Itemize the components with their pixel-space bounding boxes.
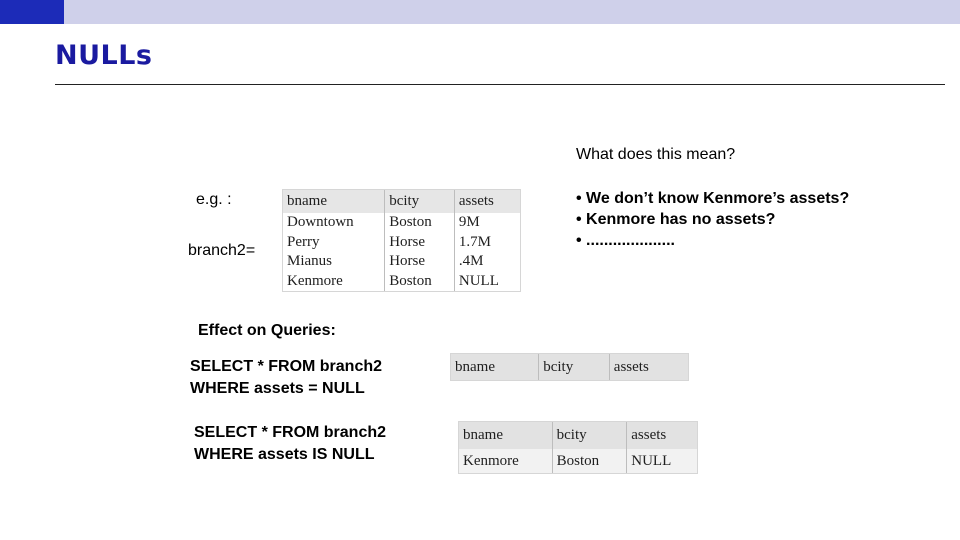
table-cell: Horse [385,233,455,253]
branch2-table [283,190,520,291]
column-header: assets [627,422,697,449]
query-is-null [194,422,386,466]
table-cell: Kenmore [283,272,385,292]
table-header-row [283,190,520,213]
table-header-row [459,422,697,449]
query-equals-null [190,356,382,400]
column-header: bname [459,422,552,449]
table-cell: Downtown [283,213,385,233]
table-cell: Boston [385,213,455,233]
queries-heading: Effect on Queries: [198,322,336,339]
top-banner [0,0,960,24]
table-header-row [451,354,688,380]
result-table-empty [451,354,688,380]
column-header: bcity [385,190,455,213]
table-cell: Kenmore [459,449,552,473]
column-header: bcity [552,422,627,449]
relation-label: branch2= [188,242,256,259]
example-label: e.g. : [196,191,232,208]
column-header: bcity [539,354,610,380]
title-divider [55,84,945,85]
table-cell: 1.7M [458,233,491,250]
query-line: SELECT * FROM branch2 [194,424,387,441]
column-header: assets [454,190,520,213]
table-row [459,449,697,473]
query-line: WHERE assets IS NULL [194,446,375,463]
table-cell: Perry [283,233,385,253]
table-cell: Boston [385,272,455,292]
result-table-kenmore [459,422,697,473]
table-cell: .4M [458,253,484,270]
column-header: bname [283,190,385,213]
question-heading: What does this mean? [576,146,736,163]
interpretation-list [576,188,849,251]
slide-title: NULLs [55,40,153,71]
list-item: • Kenmore has no assets? [576,211,776,228]
query-line: WHERE assets = NULL [190,380,365,397]
table-cell: NULL [458,272,499,289]
column-header: bname [451,354,539,380]
table-cell: NULL [627,449,697,473]
table-cell: Boston [552,449,627,473]
table-cell: 9M [458,214,480,231]
query-line: SELECT * FROM branch2 [190,358,383,375]
table-row [283,233,520,253]
table-cell: Horse [385,252,455,272]
table-cell: Mianus [283,252,385,272]
list-item: • .................... [576,232,675,249]
column-header: assets [609,354,688,380]
list-item: • We don’t know Kenmore’s assets? [576,190,850,207]
table-row [283,252,520,272]
table-row [283,213,520,233]
table-row [283,272,520,292]
top-banner-accent [0,0,64,24]
